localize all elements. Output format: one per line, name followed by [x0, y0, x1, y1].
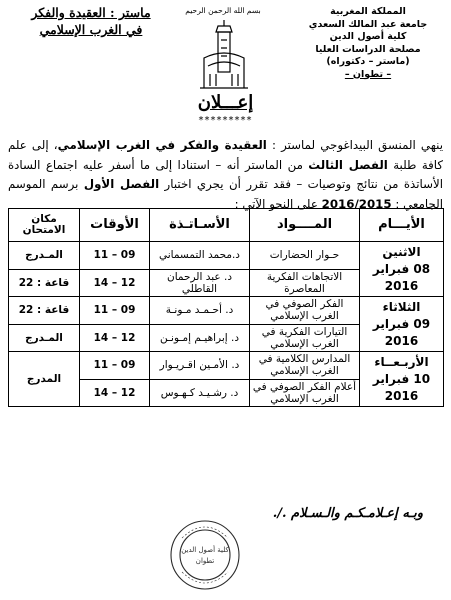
header-times: الأوقات — [80, 209, 150, 242]
institution-line: المملكة المغربية — [330, 6, 406, 17]
subject-cell: أعلام الفكر الصوفي في الغرب الإسلامي — [250, 379, 360, 407]
announcement-title: إعـــلان — [197, 92, 254, 113]
day-cell — [360, 352, 444, 407]
body-text: على النحو الآتي : — [234, 196, 318, 211]
program-subtitle: في الغرب الإسلامي — [39, 22, 143, 37]
body-text: ينهي المنسق البيداغوجي لماستر : — [272, 138, 444, 152]
program-name: العقيدة والفكر في الغرب الإسلامي — [57, 138, 267, 152]
body-text: من الماستر أنه – استنادا إلى ما أسفر عليه اجتماع السادة الأساتذة من نتائج وتوصيات – فقد تقرر أن يجري اختبار — [8, 157, 444, 191]
university-logo — [196, 18, 252, 90]
header-days: الأيـــام — [360, 209, 444, 242]
place-cell: قاعة : 22 — [9, 269, 80, 297]
institution-line: كلية أصول الدين — [329, 31, 407, 42]
stamp-text-faculty: كلية أصول الدين — [181, 546, 229, 554]
announcement-body — [8, 136, 443, 214]
header-place: مكان الامتحان — [9, 209, 80, 242]
time-cell: 14 – 12 — [80, 269, 150, 297]
place-cell: المـدرج — [9, 324, 80, 352]
program-title: ماستر : العقيدة والفكر — [31, 5, 151, 20]
exam-schedule-table — [8, 208, 444, 407]
time-cell: 11 – 09 — [80, 242, 150, 270]
day-date: 09 فبراير 2016 — [372, 316, 431, 348]
day-cell — [360, 297, 444, 352]
subject-cell: الفكر الصوفي في الغرب الإسلامي — [250, 297, 360, 325]
time-cell: 14 – 12 — [80, 379, 150, 407]
institution-header — [293, 6, 443, 81]
institution-line: (ماستر – دكتوراه) — [326, 56, 410, 67]
title-decoration: ********* — [198, 115, 253, 126]
professor-cell: د.محمد التمسماني — [150, 242, 250, 270]
professor-cell: د. إبراهيـم إمـونـن — [150, 324, 250, 352]
place-cell: المدرج — [9, 352, 80, 407]
day-name: الاثنين — [382, 244, 421, 259]
time-cell: 11 – 09 — [80, 297, 150, 325]
subject-cell: التيارات الفكرية في الغرب الإسلامي — [250, 324, 360, 352]
place-cell: قاعة : 22 — [9, 297, 80, 325]
time-cell: 14 – 12 — [80, 324, 150, 352]
subject-cell: المدارس الكلامية في الغرب الإسلامي — [250, 352, 360, 380]
professor-cell: د. الأمـين اقـريـوار — [150, 352, 250, 380]
day-name: الأربـعــاء — [374, 354, 429, 369]
subject-cell: الاتجاهات الفكرية المعاصرة — [250, 269, 360, 297]
place-cell: المـدرج — [9, 242, 80, 270]
professor-cell: د. أحـمـد مـونـة — [150, 297, 250, 325]
institution-line: مصلحة الدراسات العليا — [315, 43, 421, 55]
stamp-text-city: تطوان — [195, 557, 215, 565]
table-row — [9, 242, 444, 270]
professor-cell: د. عبد الرحمان القاطلي — [150, 269, 250, 297]
program-header — [6, 4, 176, 38]
academic-year: 2016/2015 — [321, 196, 392, 211]
header-subjects: المــــواد — [250, 209, 360, 242]
institution-line: جامعة عبد المالك السعدي — [308, 18, 428, 30]
body-text: ، إلى علم كافة طلبة — [8, 138, 443, 172]
semester-third: الفصل الثالث — [308, 157, 388, 172]
table-row — [9, 297, 444, 325]
day-date: 08 فبراير 2016 — [372, 261, 431, 293]
table-row — [9, 352, 444, 380]
institution-city: – تطوان – — [344, 68, 392, 80]
professor-cell: د. رشـيـد كـهـوس — [150, 379, 250, 407]
closing-line: وبـه إعـلامـكـم والـسـلام ./. — [272, 506, 423, 521]
day-name: الثلاثاء — [382, 299, 421, 314]
day-cell — [360, 242, 444, 297]
time-cell: 11 – 09 — [80, 352, 150, 380]
subject-cell: حـوار الحضارات — [250, 242, 360, 270]
body-text: برسم الموسم الجامعي : — [8, 177, 443, 211]
table-header-row — [9, 209, 444, 242]
header-professors: الأسـاتـذة — [150, 209, 250, 242]
official-stamp — [168, 518, 242, 592]
semester-first: الفصل الأول — [83, 177, 160, 191]
basmala: بسم الله الرحمن الرحيم — [185, 6, 261, 15]
day-date: 10 فبراير 2016 — [372, 371, 431, 403]
